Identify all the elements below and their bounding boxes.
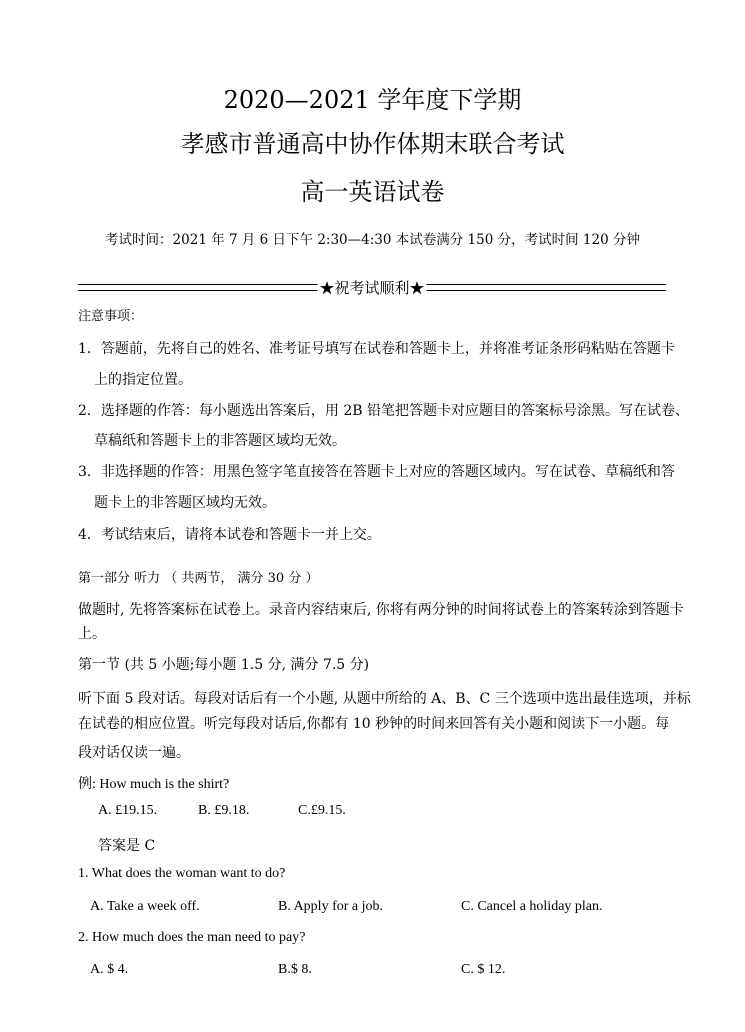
part1-instruction-line2: 上。 — [78, 626, 106, 642]
question-1-option-b: B. Apply for a job. — [278, 899, 383, 914]
note-item-1-line1: 1．答题前，先将自己的姓名、准考证号填写在试卷和答题卡上，并将准考证条形码粘贴在答题卡 — [78, 341, 675, 357]
question-1-option-c: C. Cancel a holiday plan. — [461, 899, 603, 914]
question-2-stem: 2. How much does the man need to pay? — [78, 930, 306, 945]
section1-heading: 第一节 (共 5 小题;每小题 1.5 分, 满分 7.5 分) — [78, 657, 370, 673]
note-item-1-line2: 上的指定位置。 — [94, 372, 192, 388]
example-option-b: B. £9.18. — [198, 803, 250, 818]
question-2-option-a: A. $ 4. — [90, 962, 129, 977]
section1-instruction-line2: 在试卷的相应位置。听完每段对话后,你都有 10 秒钟的时间来回答有关小题和阅读下一小题。每 — [78, 716, 670, 732]
section1-instruction-line1: 听下面 5 段对话。每段对话后有一个小题, 从题中所给的 A、B、C 三个选项中选出最佳选项，并标 — [78, 691, 691, 707]
note-item-2-line2: 草稿纸和答题卡上的非答题区域均无效。 — [94, 433, 346, 449]
paper-subject-title: 高一英语试卷 — [300, 178, 445, 206]
part1-heading: 第一部分 听力 （ 共两节， 满分 30 分 ） — [78, 571, 319, 586]
note-item-2-line1: 2．选择题的作答：每小题选出答案后，用 2B 铅笔把答题卡对应题目的答案标号涂黑。写在试卷、 — [78, 403, 690, 419]
question-1-stem: 1. What does the woman want to do? — [78, 866, 286, 881]
note-item-3-line1: 3．非选择题的作答：用黑色签字笔直接答在答题卡上对应的答题区域内。写在试卷、草稿纸和答 — [78, 464, 675, 480]
question-2-option-c: C. $ 12. — [461, 962, 506, 977]
exam-name-title: 孝感市普通高中协作体期末联合考试 — [180, 130, 565, 158]
exam-info-line: 考试时间：2021 年 7 月 6 日下午 2:30—4:30 本试卷满分 150 分，考试时间 120 分钟 — [105, 232, 640, 248]
question-1-option-a: A. Take a week off. — [90, 899, 200, 914]
note-item-4-line1: 4．考试结束后，请将本试卷和答题卡一并上交。 — [78, 527, 381, 543]
good-luck-divider — [78, 279, 666, 295]
notes-heading: 注意事项： — [78, 309, 144, 324]
section1-instruction-line3: 段对话仅读一遍。 — [78, 745, 190, 761]
example-option-c: C.£9.15. — [298, 803, 346, 818]
exam-year-title: 2020—2021 学年度下学期 — [223, 86, 522, 114]
good-luck-label: ★祝考试顺利★ — [319, 279, 425, 297]
question-2-option-b: B.$ 8. — [278, 962, 312, 977]
note-item-3-line2: 题卡上的非答题区域均无效。 — [94, 495, 276, 511]
example-answer: 答案是 C — [98, 838, 156, 854]
example-option-a: A. £19.15. — [98, 803, 158, 818]
part1-instruction-line1: 做题时, 先将答案标在试卷上。录音内容结束后, 你将有两分钟的时间将试卷上的答案转涂到答题卡 — [78, 602, 684, 618]
example-question: 例: How much is the shirt? — [78, 777, 230, 792]
